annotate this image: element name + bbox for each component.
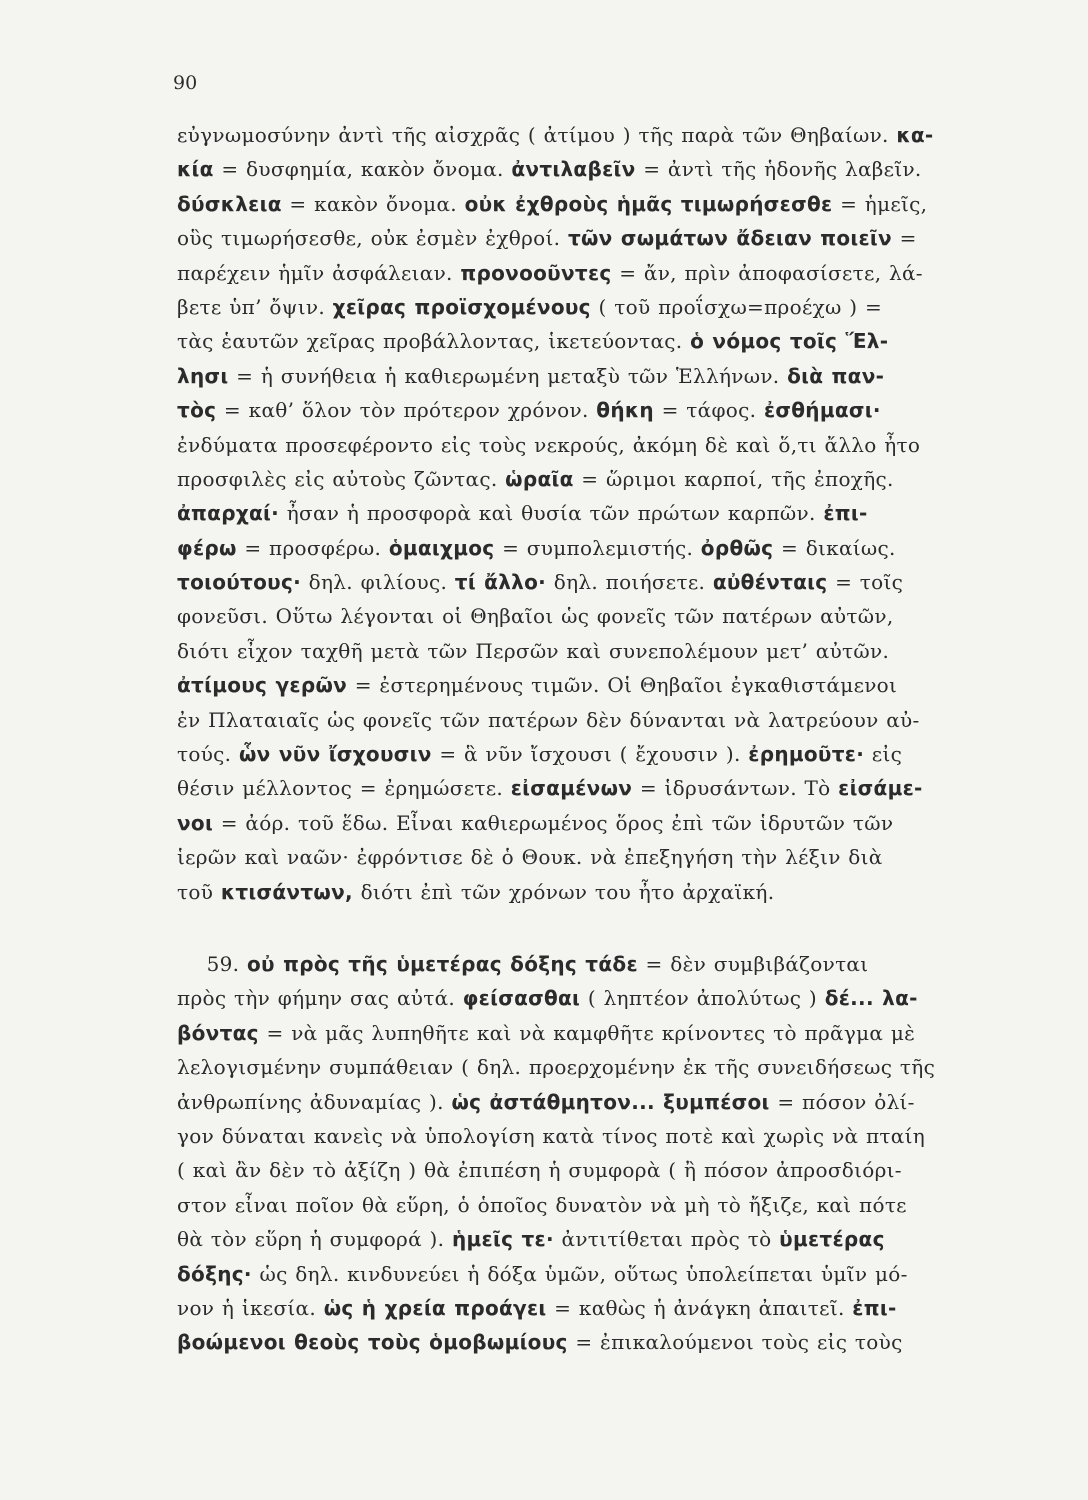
text-line	[177, 152, 1022, 186]
gloss-text: διότι εἶχον ταχθῆ μετὰ τῶν Περσῶν καὶ συνεπολέμουν μετ’ αὐτῶν.	[177, 638, 890, 663]
lemma-bold: ὀρθῶς	[700, 535, 774, 560]
lemma-bold: ἀπαρχαί·	[177, 501, 280, 526]
gloss-text: = προσφέρω.	[236, 535, 389, 560]
commentary-text	[177, 118, 1022, 1360]
lemma-bold: κτισάντων,	[220, 879, 353, 904]
lemma-bold: οὐκ ἐχθροὺς ἡμᾶς τιμωρήσεσθε	[464, 191, 833, 216]
text-line	[177, 565, 1022, 599]
gloss-text: = ἡμεῖς,	[832, 191, 928, 216]
lemma-bold: εἰσάμε-	[838, 776, 923, 801]
gloss-text: = τοῖς	[827, 570, 904, 595]
lemma-bold: ἐσθήμασι·	[763, 398, 881, 423]
lemma-bold: νοι	[177, 810, 214, 835]
text-line	[177, 875, 1022, 909]
gloss-text: ἐνδύματα προσεφέροντο εἰς τοὺς νεκρούς, ἀκόμη δὲ καὶ ὅ,τι ἄλλο ἦτο	[177, 432, 921, 457]
gloss-text: = συμπολεμιστής.	[494, 535, 701, 560]
lemma-bold: προνοοῦντες	[460, 260, 612, 285]
lemma-bold: εἰσαμένων	[510, 776, 633, 801]
gloss-text: τὰς ἑαυτῶν χεῖρας προβάλλοντας, ἱκετεύοντας.	[177, 329, 691, 354]
gloss-text: παρέχειν ἡμῖν ἀσφάλειαν.	[177, 260, 461, 285]
text-line	[177, 737, 1022, 771]
lemma-bold: βόντας	[177, 1020, 259, 1045]
text-line	[177, 118, 1022, 152]
text-line	[177, 1257, 1022, 1291]
text-line	[177, 187, 1022, 221]
text-line	[177, 771, 1022, 805]
gloss-text: οὓς τιμωρήσεσθε, οὐκ ἐσμὲν ἐχθροί.	[177, 226, 568, 251]
text-line	[177, 256, 1022, 290]
text-line	[177, 599, 1022, 633]
lemma-bold: χεῖρας προϊσχομένους	[332, 294, 591, 319]
text-line	[177, 428, 1022, 462]
lemma-bold: αὐθένταις	[712, 570, 828, 595]
lemma-bold: οὐ πρὸς τῆς ὑμετέρας δόξης τάδε	[247, 951, 638, 976]
gloss-text: διότι ἐπὶ τῶν χρόνων του ἦτο ἀρχαϊκή.	[352, 879, 775, 904]
gloss-text: = καθ’ ὅλον τὸν πρότερον χρόνον.	[216, 398, 597, 423]
lemma-bold: κία	[177, 157, 214, 182]
gloss-text: ἀνθρωπίνης ἀδυναμίας ).	[177, 1089, 452, 1114]
text-line	[177, 634, 1022, 668]
gloss-text: = ἃ νῦν ἴσχουσι ( ἔχουσιν ).	[431, 742, 749, 767]
text-line	[177, 324, 1022, 358]
text-line	[177, 1016, 1022, 1050]
lemma-bold: διὰ παν-	[787, 363, 885, 388]
gloss-text: = ἱδρυσάντων. Τὸ	[632, 776, 839, 801]
lemma-bold: ἐπι-	[852, 1295, 897, 1320]
lemma-bold: δύσκλεια	[177, 191, 282, 216]
text-line	[177, 1188, 1022, 1222]
gloss-text: ἦσαν ἡ προσφορὰ καὶ θυσία τῶν πρώτων καρπῶν.	[279, 501, 824, 526]
lemma-bold: ὡς ἀστάθμητον... ξυμπέσοι	[451, 1089, 770, 1114]
text-line	[177, 1119, 1022, 1153]
gloss-text: = δὲν συμβιβάζονται	[637, 951, 869, 976]
gloss-text: = τάφος.	[653, 398, 764, 423]
lemma-bold: ἐρημοῦτε·	[748, 742, 865, 767]
gloss-text: λελογισμένην συμπάθειαν ( δηλ. προερχομένην ἐκ τῆς συνειδήσεως τῆς	[177, 1055, 936, 1080]
lemma-bold: δέ... λα-	[824, 986, 918, 1011]
lemma-bold: τοιούτους·	[177, 570, 302, 595]
gloss-text: γον δύναται κανεὶς νὰ ὑπολογίση κατὰ τίνος ποτὲ καὶ χωρὶς νὰ πταίη	[177, 1123, 926, 1148]
gloss-text: = ὥριμοι καρποί, τῆς ἐποχῆς.	[573, 466, 894, 491]
text-line	[177, 1222, 1022, 1256]
gloss-text: =	[891, 226, 917, 251]
lemma-bold: ἀτίμους γερῶν	[177, 673, 348, 698]
gloss-text: = ἐπικαλούμενοι τοὺς εἰς τοὺς	[567, 1330, 903, 1355]
gloss-text: ( καὶ ἂν δὲν τὸ ἀξίζη ) θὰ ἐπιπέση ἡ συμφορὰ ( ἢ πόσον ἀπροσδιόρι-	[177, 1158, 902, 1183]
gloss-text: ( τοῦ προΐσχω=προέχω ) =	[590, 294, 883, 319]
gloss-text: εὐγνωμοσύνην ἀντὶ τῆς αἰσχρᾶς ( ἀτίμου ) τῆς παρὰ τῶν Θηβαίων.	[177, 123, 897, 147]
gloss-text: 59.	[177, 951, 247, 976]
gloss-text: ἀντιτίθεται πρὸς τὸ	[553, 1227, 780, 1252]
text-line	[177, 393, 1022, 427]
lemma-bold: τῶν σωμάτων ἄδειαν ποιεῖν	[567, 226, 892, 251]
gloss-text: πρὸς τὴν φήμην σας αὐτά.	[177, 986, 463, 1011]
gloss-text: = ἄν, πρὶν ἀποφασίσετε, λά-	[611, 260, 923, 285]
gloss-text: ἐν Πλαταιαῖς ὡς φονεῖς τῶν πατέρων δὲν δύνανται νὰ λατρεύουν αὐ-	[177, 707, 920, 732]
gloss-text: τούς.	[177, 742, 239, 767]
text-line	[177, 668, 1022, 702]
lemma-bold: κα-	[896, 123, 934, 147]
gloss-text: = ἀντὶ τῆς ἡδονῆς λαβεῖν.	[635, 157, 922, 182]
text-line	[177, 359, 1022, 393]
lemma-bold: ὁμαιχμος	[388, 535, 495, 560]
gloss-text: δηλ. ποιήσετε.	[546, 570, 713, 595]
gloss-text: φονεῦσι. Οὕτω λέγονται οἱ Θηβαῖοι ὡς φονεῖς τῶν πατέρων αὐτῶν,	[177, 604, 894, 629]
lemma-bold: φείσασθαι	[462, 986, 581, 1011]
text-line	[177, 290, 1022, 324]
lemma-bold: λησι	[177, 363, 229, 388]
gloss-text: ἱερῶν καὶ ναῶν· ἐφρόντισε δὲ ὁ Θουκ. νὰ ἐπεξηγήση τὴν λέξιν διὰ	[177, 845, 883, 870]
gloss-text: εἰς	[864, 742, 903, 767]
text-line	[177, 806, 1022, 840]
gloss-text: προσφιλὲς εἰς αὐτοὺς ζῶντας.	[177, 466, 506, 491]
lemma-bold: ὡς ἡ χρεία προάγει	[323, 1295, 547, 1320]
gloss-text: = ἡ συνήθεια ἡ καθιερωμένη μεταξὺ τῶν Ἑλλήνων.	[228, 363, 788, 388]
text-line	[177, 1050, 1022, 1084]
gloss-text: = νὰ μᾶς λυπηθῆτε καὶ νὰ καμφθῆτε κρίνοντες τὸ πρᾶγμα μὲ	[258, 1020, 916, 1045]
lemma-bold: ἐπι-	[823, 501, 868, 526]
page-number: 90	[173, 72, 198, 94]
gloss-text: ( ληπτέον ἀπολύτως )	[580, 986, 825, 1011]
gloss-text: στον εἶναι ποῖον θὰ εὕρη, ὁ ὁποῖος δυνατὸν νὰ μὴ τὸ ἤξιζε, καὶ πότε	[177, 1192, 907, 1217]
text-line	[177, 531, 1022, 565]
text-line	[177, 981, 1022, 1015]
lemma-bold: τὸς	[177, 398, 217, 423]
gloss-text: τοῦ	[177, 879, 221, 904]
lemma-bold: ὑμετέρας	[779, 1227, 885, 1252]
gloss-text: = πόσον ὀλί-	[769, 1089, 915, 1114]
gloss-text: δηλ. φιλίους.	[301, 570, 455, 595]
lemma-bold: ὁ νόμος τοῖς Ἕλ-	[690, 329, 889, 354]
lemma-bold: φέρω	[177, 535, 237, 560]
text-line	[177, 947, 1022, 981]
lemma-bold: ὡραῖα	[505, 466, 574, 491]
gloss-text: νον ἡ ἱκεσία.	[177, 1295, 324, 1320]
gloss-text: = κακὸν ὄνομα.	[281, 191, 465, 216]
lemma-bold: δόξης·	[177, 1261, 252, 1286]
text-line	[177, 703, 1022, 737]
text-line	[177, 1291, 1022, 1325]
gloss-text: βετε ὑπ’ ὄψιν.	[177, 294, 333, 319]
lemma-bold: θήκη	[596, 398, 654, 423]
lemma-bold: τί ἄλλο·	[454, 570, 547, 595]
gloss-text: θέσιν μέλλοντος = ἐρημώσετε.	[177, 776, 511, 801]
lemma-bold: ὧν νῦν ἴσχουσιν	[238, 742, 432, 767]
text-line	[177, 1325, 1022, 1359]
gloss-text: ὡς δηλ. κινδυνεύει ἡ δόξα ὑμῶν, οὕτως ὑπολείπεται ὑμῖν μό-	[251, 1261, 908, 1286]
lemma-bold: ἡμεῖς τε·	[451, 1227, 554, 1252]
text-line	[177, 1085, 1022, 1119]
gloss-text: = δυσφημία, κακὸν ὄνομα.	[213, 157, 512, 182]
lemma-bold: βοώμενοι θεοὺς τοὺς ὁμοβωμίους	[177, 1330, 568, 1355]
gloss-text: = ἐστερημένους τιμῶν. Οἱ Θηβαῖοι ἐγκαθιστάμενοι	[347, 673, 898, 698]
gloss-text: θὰ τὸν εὕρη ἡ συμφορά ).	[177, 1227, 452, 1252]
text-line	[177, 462, 1022, 496]
text-line	[177, 840, 1022, 874]
gloss-text: = καθὼς ἡ ἀνάγκη ἀπαιτεῖ.	[546, 1295, 853, 1320]
text-line	[177, 496, 1022, 530]
gloss-text: = ἀόρ. τοῦ ἕδω. Εἶναι καθιερωμένος ὅρος ἐπὶ τῶν ἱδρυτῶν τῶν	[213, 810, 894, 835]
text-line	[177, 1153, 1022, 1187]
lemma-bold: ἀντιλαβεῖν	[511, 157, 636, 182]
text-line	[177, 221, 1022, 255]
gloss-text: = δικαίως.	[773, 535, 896, 560]
paragraph-gap	[177, 909, 1022, 947]
